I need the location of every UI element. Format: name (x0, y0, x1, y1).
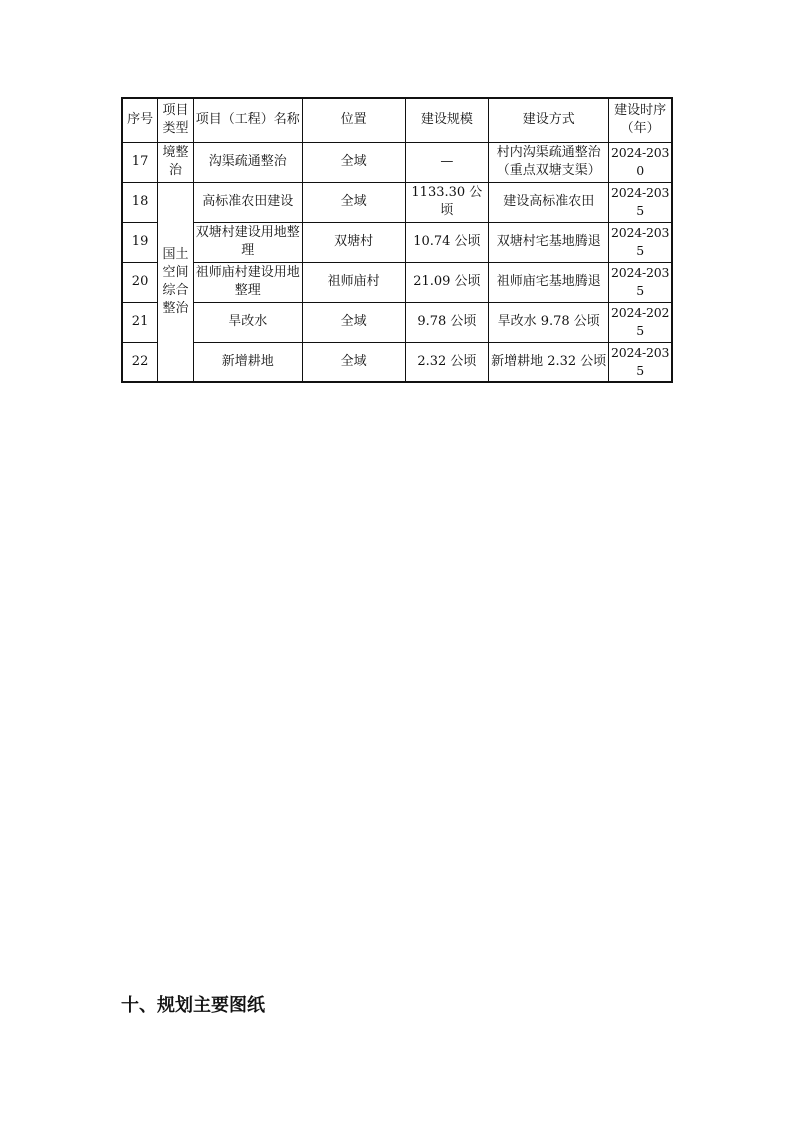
cell-location: 全域 (302, 182, 405, 222)
cell-name: 旱改水 (193, 302, 302, 342)
cell-scale: 1133.30 公顷 (405, 182, 489, 222)
cell-time: 2024-2035 (609, 182, 672, 222)
header-scale: 建设规模 (405, 98, 489, 142)
cell-time: 2024-2035 (609, 262, 672, 302)
cell-seq: 21 (122, 302, 158, 342)
header-time: 建设时序（年） (609, 98, 672, 142)
cell-seq: 18 (122, 182, 158, 222)
cell-location: 全域 (302, 302, 405, 342)
cell-time: 2024-2035 (609, 342, 672, 382)
section-heading: 十、规划主要图纸 (121, 995, 265, 1016)
table-header (122, 98, 672, 142)
cell-scale: 21.09 公顷 (405, 262, 489, 302)
header-row (122, 98, 672, 142)
cell-name: 新增耕地 (193, 342, 302, 382)
cell-name: 沟渠疏通整治 (193, 142, 302, 182)
cell-name: 双塘村建设用地整理 (193, 222, 302, 262)
cell-scale: 2.32 公顷 (405, 342, 489, 382)
cell-seq: 20 (122, 262, 158, 302)
table-row (122, 142, 672, 182)
cell-method: 旱改水 9.78 公顷 (489, 302, 609, 342)
cell-type: 境整治 (158, 142, 194, 182)
cell-time: 2024-2025 (609, 302, 672, 342)
cell-time: 2024-2030 (609, 142, 672, 182)
table-row (122, 342, 672, 382)
cell-location: 全域 (302, 342, 405, 382)
cell-seq: 17 (122, 142, 158, 182)
cell-scale: — (405, 142, 489, 182)
cell-method: 双塘村宅基地腾退 (489, 222, 609, 262)
table-row (122, 222, 672, 262)
cell-method: 祖师庙宅基地腾退 (489, 262, 609, 302)
cell-name: 高标准农田建设 (193, 182, 302, 222)
header-method: 建设方式 (489, 98, 609, 142)
table-row (122, 182, 672, 222)
cell-method: 建设高标准农田 (489, 182, 609, 222)
header-type: 项目类型 (158, 98, 194, 142)
cell-location: 祖师庙村 (302, 262, 405, 302)
cell-scale: 9.78 公顷 (405, 302, 489, 342)
cell-seq: 22 (122, 342, 158, 382)
cell-seq: 19 (122, 222, 158, 262)
cell-time: 2024-2035 (609, 222, 672, 262)
cell-scale: 10.74 公顷 (405, 222, 489, 262)
header-seq: 序号 (122, 98, 158, 142)
cell-method: 新增耕地 2.32 公顷 (489, 342, 609, 382)
table-row (122, 302, 672, 342)
cell-location: 双塘村 (302, 222, 405, 262)
header-name: 项目（工程）名称 (193, 98, 302, 142)
project-table (121, 97, 673, 383)
table-body (122, 142, 672, 382)
cell-location: 全域 (302, 142, 405, 182)
cell-name: 祖师庙村建设用地整理 (193, 262, 302, 302)
table-row (122, 262, 672, 302)
header-location: 位置 (302, 98, 405, 142)
cell-type: 国土空间综合整治 (158, 182, 194, 382)
cell-method: 村内沟渠疏通整治（重点双塘支渠） (489, 142, 609, 182)
